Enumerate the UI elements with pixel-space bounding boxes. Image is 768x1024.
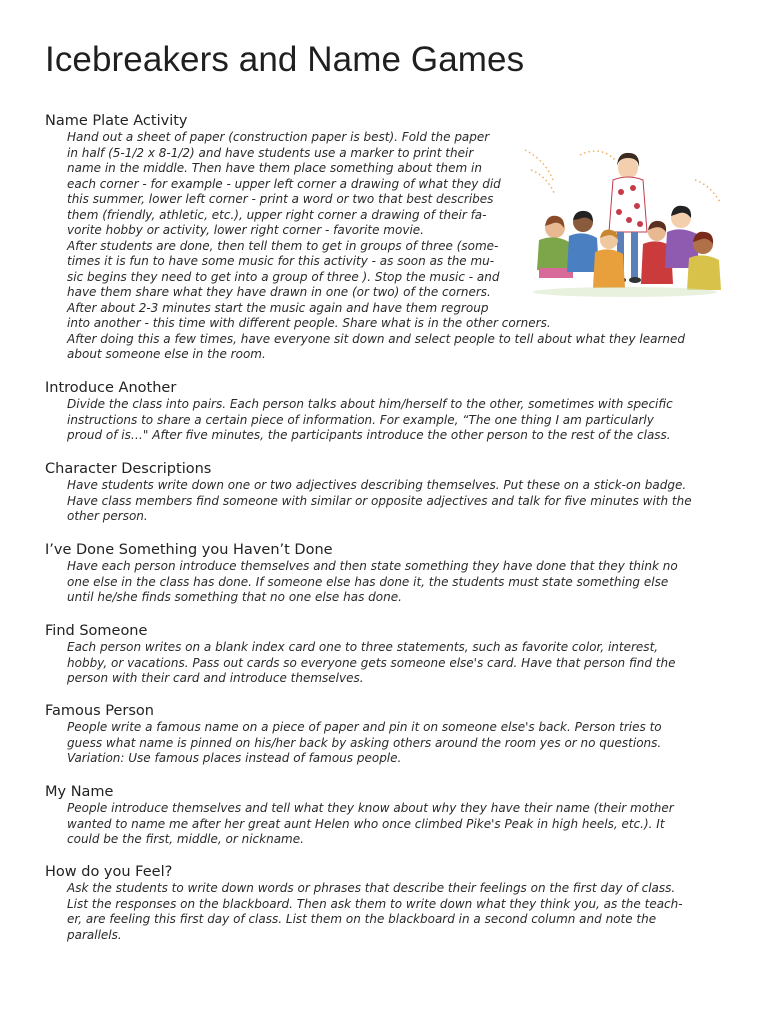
motion-arc-left-2 [531,170,555,195]
section-heading: Introduce Another [45,380,177,396]
body-line: After students are done, then tell them to get in groups of three (some- [67,238,499,253]
body-line: instructions to share a certain piece of information. For example, “The one thing I am particularly [67,412,654,427]
body-line: vorite hobby or activity, lower right corner - favorite movie. [67,223,424,237]
section-body [67,720,735,767]
body-line: parallels. [67,927,122,942]
motion-arc-right [695,180,720,202]
seated-child-2 [567,211,599,272]
page-title: Icebreakers and Name Games [45,40,525,79]
section-find-someone [45,622,735,687]
body-line: about someone else in the room. [67,347,266,361]
section-how-do-you-feel [45,863,735,943]
body-line: until he/she finds something that no one else has done. [67,590,402,604]
section-heading: My Name [45,784,114,800]
body-line: wanted to name me after her great aunt Helen who once climbed Pike's Peak in high heels, etc.). It [67,816,665,831]
section-heading: Character Descriptions [45,461,212,477]
section-body [67,397,735,444]
section-ive-done-something [45,541,735,606]
body-line: Divide the class into pairs. Each person talks about him/herself to the other, sometimes with specific [67,397,673,411]
section-heading: How do you Feel? [45,864,173,880]
body-line: this summer, lower left corner - print a word or two that best describes [67,192,494,206]
body-line: Hand out a sheet of paper (construction paper is best). Fold the paper [67,130,490,144]
body-line: have them share what they have drawn in one (or two) of the corners. [67,285,491,299]
section-famous-person [45,702,735,767]
body-line: guess what name is pinned on his/her back by asking others around the room yes or no questions. [67,735,662,750]
body-line: After doing this a few times, have everyone sit down and select people to tell about what they learned [67,331,686,346]
body-line: Each person writes on a blank index card one to three statements, such as favorite color, interest, [67,640,659,654]
body-line: Ask the students to write down words or phrases that describe their feelings on the first day of class. [67,881,676,895]
body-line: People write a famous name on a piece of paper and pin it on someone else's back. Person tries to [67,720,662,734]
body-line: proud of is…" After five minutes, the participants introduce the other person to the rest of the class. [67,428,671,442]
body-line: People introduce themselves and tell what they know about why they have their name (their mother [67,801,674,815]
body-line: other person. [67,509,148,523]
section-heading: Name Plate Activity [45,113,188,129]
body-line: could be the first, middle, or nickname. [67,832,304,846]
body-line: in half (5-1/2 x 8-1/2) and have students use a marker to print their [67,145,474,160]
section-my-name [45,783,735,848]
body-line: Variation: Use famous places instead of famous people. [67,751,402,765]
body-line: each corner - for example - upper left corner a drawing of what they did [67,176,501,191]
body-line: List the responses on the blackboard. Then ask them to write down what they think you, as the teach- [67,896,683,911]
body-line: sic begins they need to get into a group of three ). Stop the music - and [67,269,500,284]
section-introduce-another [45,379,735,444]
children-circle-illustration [525,140,725,300]
body-line: times it is fun to have some music for this activity - as soon as the mu- [67,254,495,268]
body-line: into another - this time with different people. Share what is in the other corners. [67,316,551,330]
ground-shadow [533,287,717,297]
section-body [67,478,735,525]
body-line: Have class members find someone with similar or opposite adjectives and talk for five minutes with the [67,493,692,508]
body-line: name in the middle. Then have them place something about them in [67,161,482,175]
body-line: them (friendly, athletic, etc.), upper right corner a drawing of their fa- [67,207,487,222]
section-body [67,559,735,606]
motion-arc-left [525,150,553,180]
section-body [67,801,735,848]
body-line: After about 2-3 minutes start the music again and have them regroup [67,300,489,315]
body-line: Have each person introduce themselves and then state something they have done that they think no [67,559,678,573]
body-line: Have students write down one or two adjectives describing themselves. Put these on a stick-on badge. [67,478,687,492]
section-heading: Find Someone [45,623,148,639]
body-line: hobby, or vacations. Pass out cards so everyone gets someone else's card. Have that person find the [67,655,676,670]
section-body [67,881,735,943]
section-heading: I’ve Done Something you Haven’t Done [45,542,333,558]
body-line: one else in the class has done. If someone else has done it, the students must state something else [67,574,669,589]
body-line: er, are feeling this first day of class. List them on the blackboard in a second column and note the [67,912,657,926]
section-heading: Famous Person [45,703,154,719]
body-line: person with their card and introduce themselves. [67,671,364,685]
section-body [67,640,735,687]
section-character-descriptions [45,460,735,525]
motion-arc-top [580,151,615,160]
